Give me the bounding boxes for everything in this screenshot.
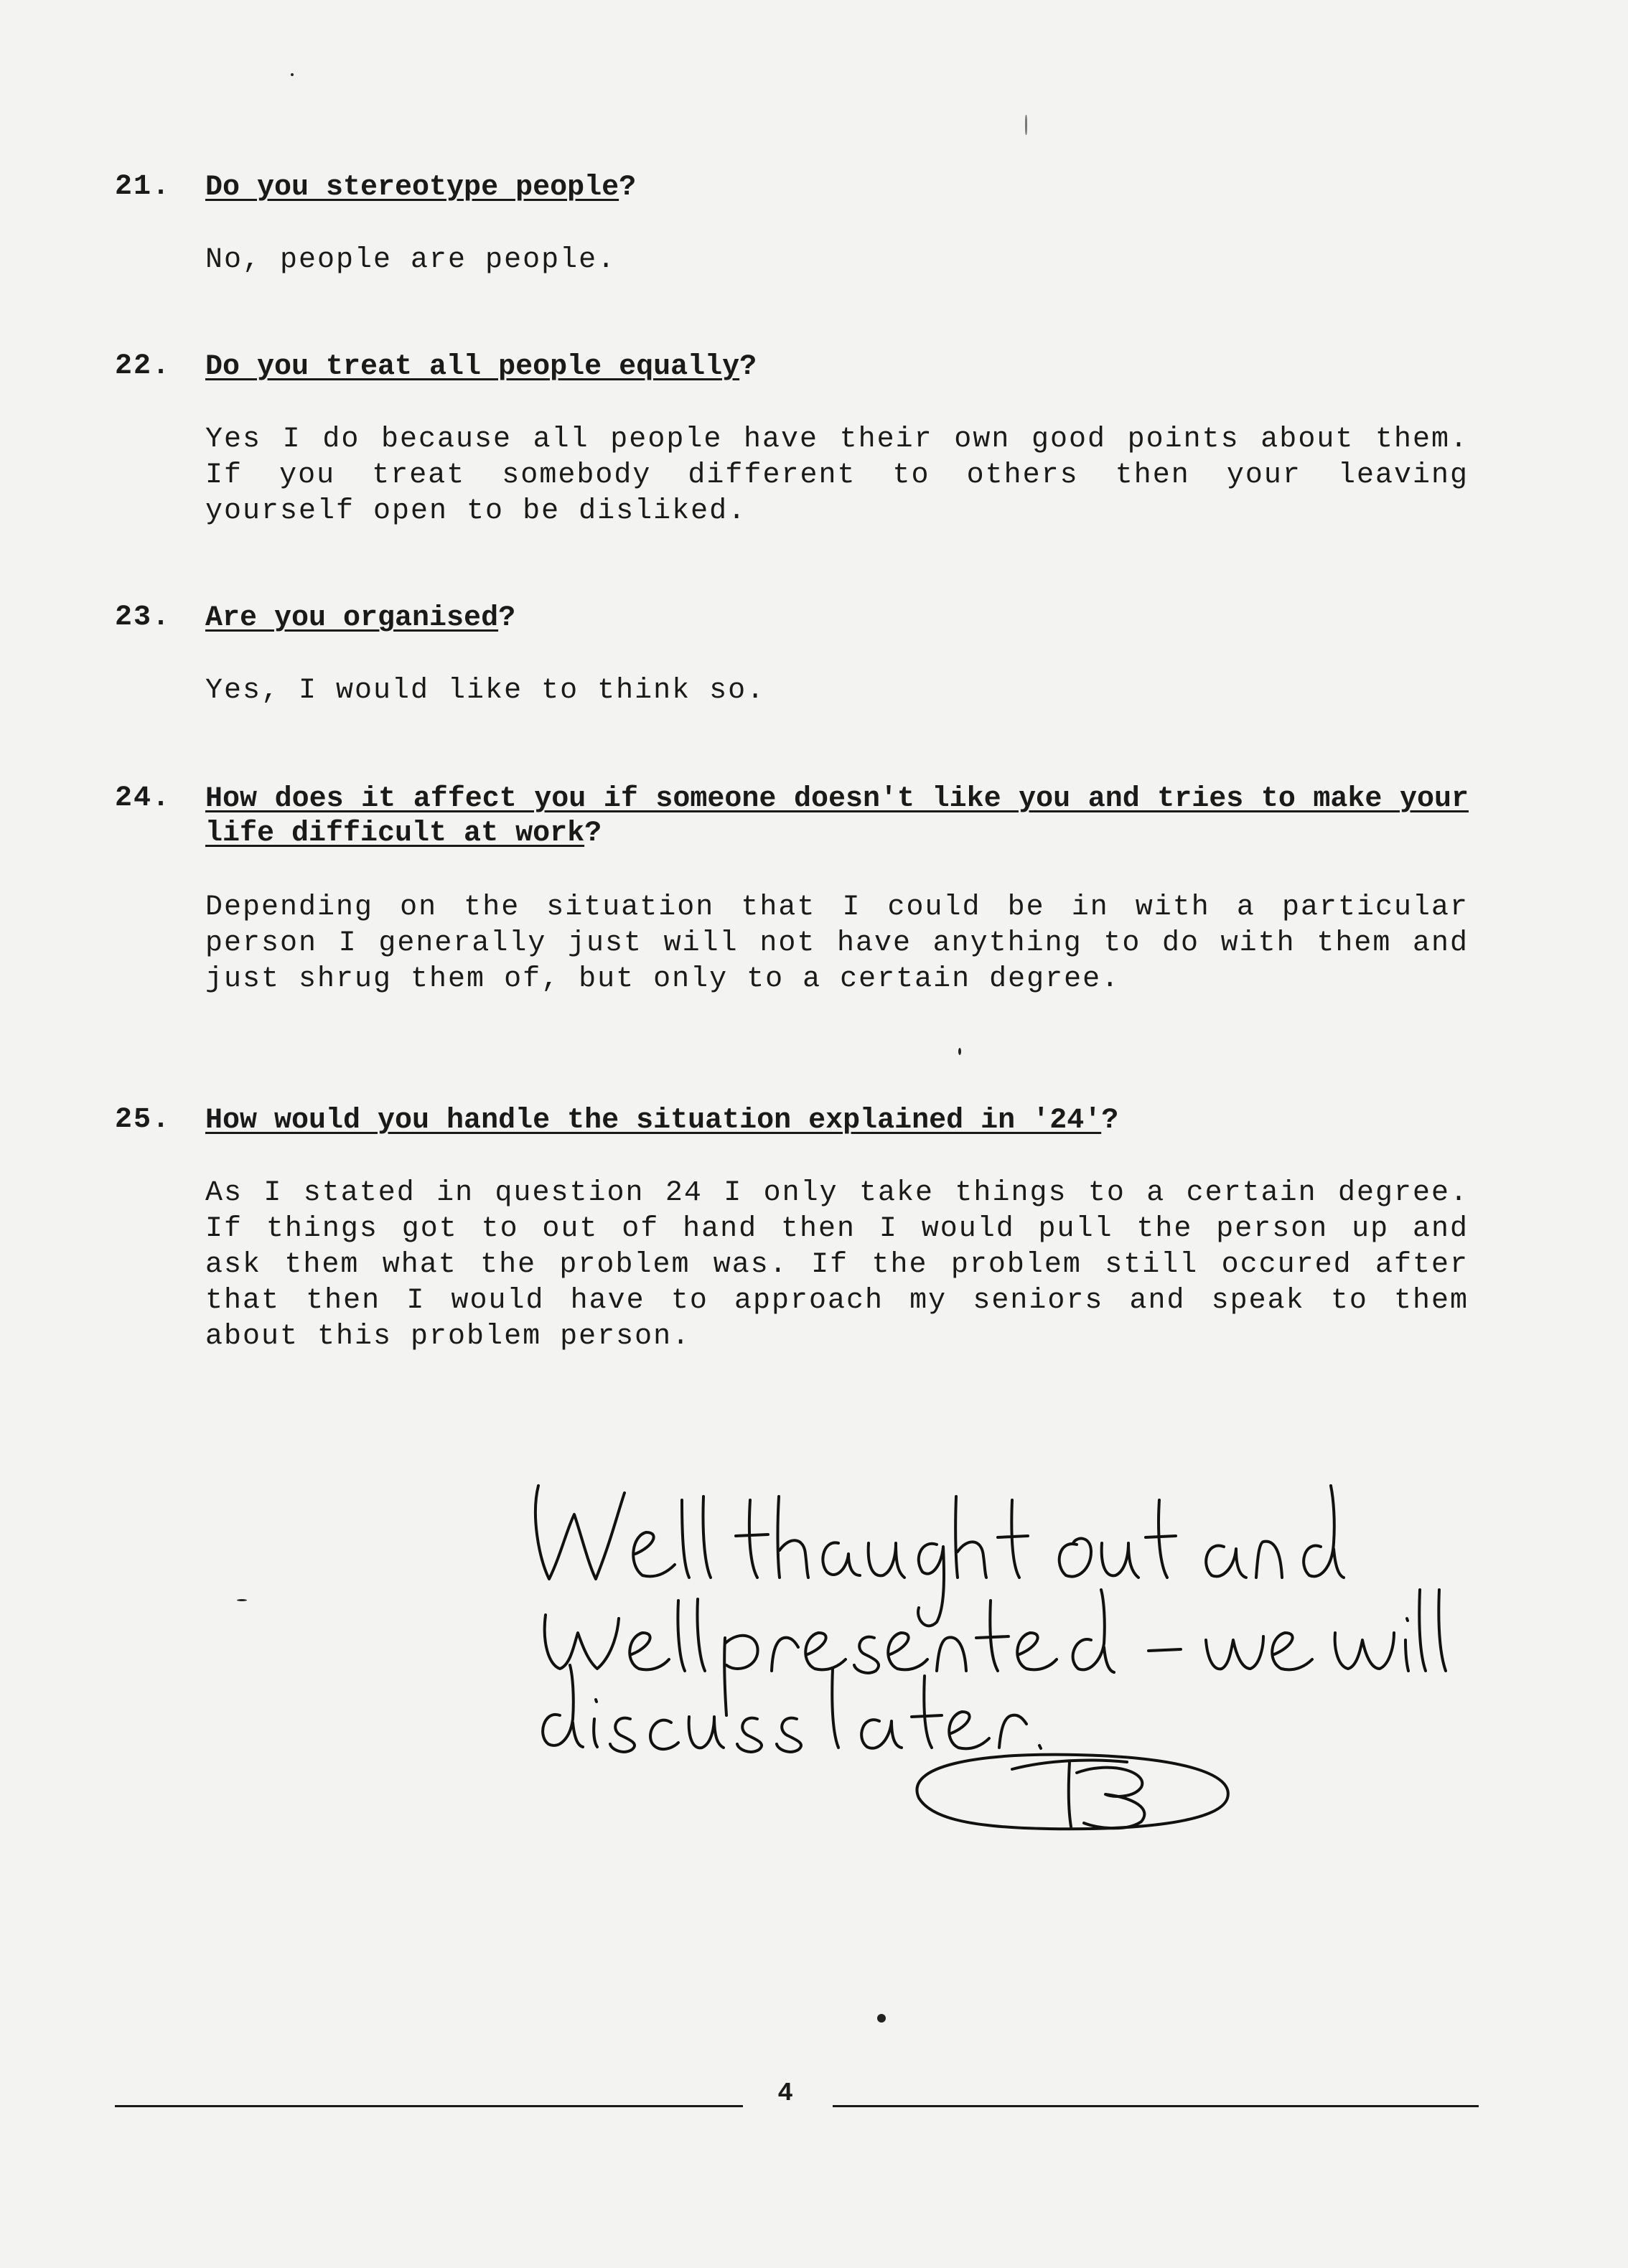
- question-text: Do you stereotype people?: [205, 172, 637, 204]
- question-number: 24.: [115, 782, 172, 815]
- answer-text: Yes I do because all people have their own good points about them. If you treat somebody different to others then your leaving yourself open to be disliked.: [205, 423, 1469, 528]
- scan-speck: [877, 2014, 886, 2023]
- question-number: 21.: [115, 171, 172, 203]
- question-text: Are you organised?: [205, 602, 516, 634]
- footer-rule-left: [115, 2105, 743, 2107]
- answer-text: As I stated in question 24 I only take things to a certain degree. If things got to out of hand then I would pull the person up and ask them what the problem was. If the problem still occured after that then I would have to approach my seniors and speak to them about this problem person.: [205, 1177, 1469, 1353]
- answer-text: Depending on the situation that I could be in with a particular person I generally just will not have anything to do with them and just shrug them of, but only to a certain degree.: [205, 891, 1469, 995]
- answer-text: No, people are people.: [205, 244, 617, 276]
- question-text: Do you treat all people equally?: [205, 351, 757, 383]
- question-number: 23.: [115, 601, 172, 634]
- footer-rule-right: [833, 2105, 1479, 2107]
- answer-text: Yes, I would like to think so.: [205, 675, 766, 707]
- scan-speck: [237, 1599, 247, 1601]
- question-text: How would you handle the situation explained in '24'?: [205, 1105, 1119, 1137]
- scan-speck: [958, 1048, 961, 1055]
- scan-speck: [1025, 115, 1027, 135]
- page-number: 4: [777, 2079, 793, 2108]
- handwritten-comment: [517, 1471, 1450, 1845]
- question-number: 22.: [115, 350, 172, 383]
- scan-speck: [291, 73, 294, 76]
- question-text: How does it affect you if someone doesn't like you and tries to make your life difficult at work?: [205, 783, 1469, 850]
- question-number: 25.: [115, 1104, 172, 1136]
